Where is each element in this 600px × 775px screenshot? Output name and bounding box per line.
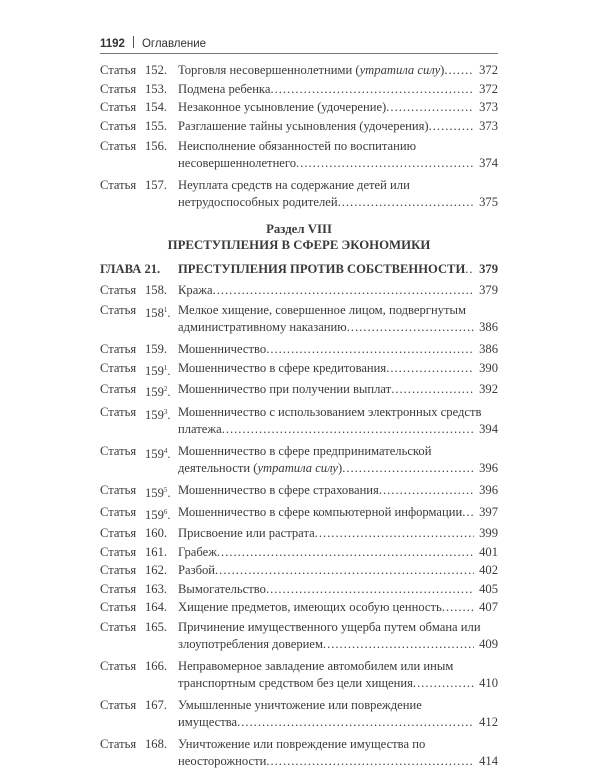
entry-label: Статья: [100, 360, 137, 375]
entry-label: Статья: [100, 526, 137, 540]
entry-title-text-main: административному наказанию: [178, 320, 347, 334]
entry-title-text: [178, 282, 213, 299]
article-number: [145, 697, 178, 731]
entry-title-text: [178, 421, 222, 438]
entry-title-text-main: Разглашение тайны усыновления (удочерения): [178, 118, 429, 133]
toc-entry[interactable]: [100, 736, 498, 770]
article-number-dot: .: [163, 563, 168, 577]
entry-label: Статья: [100, 118, 137, 133]
entry-page: 396: [479, 461, 498, 475]
article-number-value: 159: [145, 385, 164, 399]
entry-page: 372: [479, 81, 498, 96]
entry-title-text-main: Хищение предметов, имеющих особую ценность: [178, 600, 442, 614]
entry-title-text-main: Мошенничество в сфере кредитования: [178, 360, 387, 375]
entry-title-text: [178, 341, 266, 358]
entry-title-line: Уничтожение или повреждение имущества по: [178, 737, 426, 751]
dot-leader: [391, 381, 474, 398]
article-number: [145, 658, 178, 692]
article-number-superscript: 1: [163, 363, 168, 372]
entry-title-text-main: Вымогательство: [178, 581, 266, 596]
article-number-value: 159: [145, 507, 164, 522]
entry-title-italic: утратила силу: [257, 461, 338, 475]
entry-title: [178, 302, 498, 336]
entry-page: 375: [479, 194, 498, 209]
entry-title: [178, 482, 498, 502]
entry-title: [178, 504, 498, 524]
entry-title-text-main: нетрудоспособных родителей: [178, 194, 338, 209]
entry-page: 373: [479, 100, 498, 114]
article-number-value: 156.: [145, 138, 168, 153]
entry-page: 405: [479, 581, 498, 596]
entry-title-italic: утратила силу: [359, 63, 441, 77]
dot-leader: [462, 504, 474, 521]
toc-entry[interactable]: [100, 482, 498, 502]
entry-title-last-line: [178, 714, 498, 731]
dot-leader: [266, 753, 474, 770]
dot-leader: [315, 525, 474, 542]
entry-title-text: [178, 525, 315, 542]
entry-page: 414: [479, 754, 498, 768]
article-number: [145, 99, 178, 116]
toc-entry[interactable]: [100, 619, 498, 653]
entry-label: Статья: [100, 659, 137, 673]
toc-entry[interactable]: [100, 404, 498, 438]
entry-page: 374: [479, 155, 498, 170]
section-label: Раздел VIII: [266, 222, 332, 236]
article-number: [145, 341, 178, 358]
toc-chapter: [100, 261, 498, 280]
entry-label: Статья: [100, 405, 137, 419]
article-number: [145, 443, 178, 477]
toc-entry[interactable]: [100, 562, 498, 579]
entry-title-text-post: ): [338, 461, 343, 475]
article-number: [145, 525, 178, 542]
article-number: [145, 138, 178, 172]
entry-title-text-main: Грабеж: [178, 544, 217, 559]
entry-title-text: [178, 482, 379, 499]
article-number: [145, 736, 178, 770]
article-number-value: 158: [145, 306, 164, 320]
entry-title: [178, 282, 498, 299]
dot-leader: [266, 581, 474, 598]
article-number: [145, 381, 178, 401]
entry-title-text: [178, 599, 442, 616]
entry-title-text: [178, 753, 266, 770]
entry-title-text: [178, 99, 386, 116]
entry-title-text: [178, 675, 413, 692]
entry-title-text-main: транспортным средством без цели хищения: [178, 676, 413, 690]
entry-title-text: [178, 714, 237, 731]
entry-title-last-line: [178, 341, 498, 358]
article-number-value: 167: [145, 698, 164, 712]
entry-title: [178, 544, 498, 561]
article-number-value: 157.: [145, 177, 168, 192]
entry-label: Статья: [100, 483, 137, 497]
entry-title-text-main: Мошенничество в сфере компьютерной информации: [178, 504, 463, 519]
entry-title: [178, 581, 498, 598]
entry-title-text: [178, 544, 217, 561]
toc-list-top: [100, 62, 498, 216]
article-number-dot: .: [163, 737, 168, 751]
article-number-dot: .: [163, 342, 168, 356]
toc-entry[interactable]: [100, 138, 498, 172]
entry-title-text-main: Мошенничество при получении выплат: [178, 382, 392, 396]
entry-title: [178, 177, 498, 211]
toc-entry[interactable]: [100, 302, 498, 336]
article-number: [145, 282, 178, 299]
dot-leader: [237, 714, 474, 731]
entry-label: Статья: [100, 342, 137, 356]
entry-title-last-line: [178, 99, 498, 116]
entry-title-last-line: [178, 753, 498, 770]
entry-title-last-line: [178, 636, 498, 653]
entry-title-text: [178, 360, 386, 377]
entry-title-line: Мелкое хищение, совершенное лицом, подвергнутым: [178, 303, 466, 317]
entry-title-line: Неправомерное завладение автомобилем или иным: [178, 659, 454, 673]
entry-label: Статья: [100, 444, 137, 458]
entry-title: [178, 443, 498, 477]
entry-title-line: Мошенничество с использованием электронных средств: [178, 405, 482, 419]
entry-title-text: [178, 460, 342, 477]
article-number: [145, 118, 178, 135]
entry-title-text: [178, 62, 444, 79]
article-number-value: 159: [145, 486, 164, 500]
entry-title-text-main: платежа: [178, 422, 222, 436]
chapter-page: 379: [479, 262, 498, 276]
article-number: [145, 544, 178, 561]
article-number-value: 160: [145, 526, 164, 540]
entry-title: [178, 381, 498, 401]
dot-leader: [213, 282, 474, 299]
entry-label: Статья: [100, 100, 137, 114]
article-number: [145, 404, 178, 438]
entry-label: Статья: [100, 81, 137, 96]
article-number-value: 159: [145, 447, 164, 461]
entry-title-last-line: [178, 562, 498, 579]
article-number-value: 159: [145, 363, 164, 378]
article-number-dot: .: [163, 283, 168, 297]
toc-entry[interactable]: [100, 118, 498, 135]
article-number-value: 162: [145, 563, 164, 577]
toc-list-main: [100, 282, 498, 775]
article-number-value: 158: [145, 283, 164, 297]
chapter-label: ГЛАВА 21.: [100, 262, 161, 276]
entry-title-text: [178, 504, 462, 521]
article-number: [145, 562, 178, 579]
entry-label: Статья: [100, 600, 137, 614]
entry-title-last-line: [178, 381, 498, 398]
entry-label: Статья: [100, 303, 137, 317]
entry-title-last-line: [178, 194, 498, 211]
entry-title: [178, 599, 498, 616]
article-number: [145, 581, 178, 598]
entry-title-text-main: Мошенничество в сфере страхования: [178, 483, 379, 497]
section-heading: [100, 221, 498, 253]
toc-entry[interactable]: [100, 658, 498, 692]
toc-chapter-entry[interactable]: [100, 261, 498, 278]
article-number-dot: .: [163, 526, 168, 540]
entry-title-last-line: [178, 319, 498, 336]
entry-label: Статья: [100, 382, 137, 396]
article-number-dot: .: [167, 408, 171, 422]
article-number: [145, 177, 178, 211]
entry-title-last-line: [178, 62, 498, 79]
entry-title-text: [178, 319, 347, 336]
toc-entry[interactable]: [100, 525, 498, 542]
dot-leader: [465, 261, 474, 278]
entry-title: [178, 81, 498, 98]
entry-title-text-main: несовершеннолетнего: [178, 155, 297, 170]
header-rule: [100, 53, 498, 54]
entry-title-line: Причинение имущественного ущерба путем обмана или: [178, 620, 481, 634]
entry-title: [178, 619, 498, 653]
entry-title-last-line: [178, 581, 498, 598]
toc-entry[interactable]: [100, 443, 498, 477]
article-number-value: 165: [145, 620, 164, 634]
entry-page: 409: [479, 637, 498, 651]
article-number-superscript: 5: [163, 486, 168, 494]
entry-label: Статья: [100, 698, 137, 712]
toc-entry[interactable]: [100, 62, 498, 79]
article-number: [145, 62, 178, 79]
page-number: 1192: [100, 38, 125, 50]
article-number-dot: .: [163, 698, 168, 712]
article-number-dot: .: [163, 544, 168, 559]
entry-title-text-post: ): [440, 63, 445, 77]
dot-leader: [379, 482, 474, 499]
entry-title-last-line: [178, 544, 498, 561]
article-number: [145, 504, 178, 524]
entry-title-text: [178, 581, 266, 598]
toc-entry[interactable]: [100, 544, 498, 561]
article-number: [145, 81, 178, 98]
toc-entry[interactable]: [100, 99, 498, 116]
dot-leader: [323, 636, 474, 653]
entry-title-text: [178, 636, 323, 653]
entry-page: 373: [479, 118, 498, 133]
entry-page: 399: [479, 526, 498, 540]
entry-title: [178, 658, 498, 692]
entry-title-last-line: [178, 504, 498, 521]
entry-title-text: [178, 155, 296, 172]
article-number-dot: .: [163, 600, 168, 614]
header-title: Оглавление: [141, 38, 207, 50]
dot-leader: [444, 62, 474, 79]
entry-title-line: Неуплата средств на содержание детей или: [178, 177, 410, 192]
toc-entry[interactable]: [100, 504, 498, 524]
dot-leader: [347, 319, 474, 336]
dot-leader: [386, 99, 474, 116]
entry-title-text-main: Кража: [178, 283, 213, 297]
dot-leader: [386, 360, 474, 377]
article-number-dot: .: [163, 581, 168, 596]
entry-title: [178, 341, 498, 358]
entry-title-last-line: [178, 155, 498, 172]
chapter-title: ПРЕСТУПЛЕНИЯ ПРОТИВ СОБСТВЕННОСТИ: [178, 262, 466, 276]
article-number-value: 161: [145, 544, 164, 559]
entry-page: 392: [479, 382, 498, 396]
article-number-dot: .: [163, 620, 168, 634]
article-number-superscript: 3: [163, 408, 168, 416]
article-number-value: 159: [145, 342, 164, 356]
entry-title-text-main: деятельности (: [178, 461, 258, 475]
toc-entry[interactable]: [100, 282, 498, 299]
entry-title: [178, 138, 498, 172]
toc-entry[interactable]: [100, 581, 498, 598]
entry-title-last-line: [178, 460, 498, 477]
entry-title: [178, 62, 498, 79]
article-number-superscript: 1: [163, 306, 168, 314]
article-number-superscript: 4: [163, 447, 168, 455]
dot-leader: [338, 194, 474, 211]
entry-title-text-main: Разбой: [178, 563, 216, 577]
article-number-value: 163: [145, 581, 164, 596]
entry-page: 396: [479, 483, 498, 497]
entry-title-last-line: [178, 421, 498, 438]
entry-page: 401: [479, 544, 498, 559]
dot-leader: [342, 460, 474, 477]
article-number-value: 153.: [145, 81, 168, 96]
entry-page: 372: [479, 63, 498, 77]
entry-title-last-line: [178, 360, 498, 377]
article-number-value: 155.: [145, 118, 168, 133]
entry-title-text-main: имущества: [178, 715, 238, 729]
dot-leader: [296, 155, 474, 172]
entry-label: Статья: [100, 563, 137, 577]
article-number-dot: .: [167, 385, 171, 399]
entry-title-text: [178, 381, 391, 398]
entry-page: 410: [479, 676, 498, 690]
dot-leader: [270, 81, 474, 98]
entry-title-text-main: неосторожности: [178, 754, 267, 768]
entry-title-last-line: [178, 81, 498, 98]
article-number-value: 164: [145, 600, 164, 614]
entry-page: 397: [479, 504, 498, 519]
article-number-value: 159: [145, 408, 164, 422]
article-number: [145, 482, 178, 502]
toc-entry[interactable]: [100, 697, 498, 731]
article-number-value: 166: [145, 659, 164, 673]
header-divider: [133, 36, 134, 48]
entry-title: [178, 118, 498, 135]
entry-title-last-line: [178, 525, 498, 542]
toc-entry[interactable]: [100, 599, 498, 616]
entry-label: Статья: [100, 620, 137, 634]
dot-leader: [266, 341, 474, 358]
entry-page: 412: [479, 715, 498, 729]
entry-title-last-line: [178, 599, 498, 616]
entry-title: [178, 404, 498, 438]
entry-label: Статья: [100, 581, 137, 596]
entry-title-text-main: Подмена ребенка: [178, 81, 271, 96]
entry-page: 386: [479, 320, 498, 334]
article-number-dot: .: [167, 447, 171, 461]
entry-title: [178, 697, 498, 731]
entry-title-last-line: [178, 118, 498, 135]
entry-title: [178, 562, 498, 579]
article-number: [145, 599, 178, 616]
running-header: [100, 36, 498, 52]
entry-title-text: [178, 562, 215, 579]
toc-entry[interactable]: [100, 81, 498, 98]
article-number-dot: .: [167, 507, 171, 522]
entry-title: [178, 736, 498, 770]
dot-leader: [215, 562, 474, 579]
article-number-dot: .: [163, 659, 168, 673]
entry-label: Статья: [100, 737, 137, 751]
entry-page: 402: [479, 563, 498, 577]
dot-leader: [217, 544, 474, 561]
entry-title-last-line: [178, 482, 498, 499]
dot-leader: [429, 118, 474, 135]
entry-page: 379: [479, 283, 498, 297]
article-number-superscript: 2: [163, 385, 168, 393]
entry-title-last-line: [178, 675, 498, 692]
entry-title-text: [178, 81, 270, 98]
entry-label: Статья: [100, 63, 137, 77]
article-number-dot: .: [167, 306, 171, 320]
entry-label: Статья: [100, 544, 137, 559]
entry-title: [178, 525, 498, 542]
entry-page: 407: [479, 600, 498, 614]
entry-title-text-main: Присвоение или растрата: [178, 526, 315, 540]
entry-label: Статья: [100, 177, 137, 192]
entry-page: 390: [479, 360, 498, 375]
article-number: [145, 360, 178, 380]
entry-label: Статья: [100, 504, 137, 519]
entry-page: 394: [479, 422, 498, 436]
entry-title-line: Мошенничество в сфере предпринимательской: [178, 444, 432, 458]
article-number-value: 168: [145, 737, 164, 751]
dot-leader: [222, 421, 474, 438]
entry-label: Статья: [100, 283, 137, 297]
entry-title: [178, 99, 498, 116]
article-number-value: 154.: [145, 100, 168, 114]
article-number-dot: .: [167, 486, 171, 500]
article-number: [145, 302, 178, 336]
toc-entry[interactable]: [100, 360, 498, 380]
entry-title-text-main: Мошенничество: [178, 342, 267, 356]
entry-title-line: Умышленные уничтожение или повреждение: [178, 698, 422, 712]
article-number-dot: .: [167, 363, 171, 378]
entry-title: [178, 360, 498, 380]
toc-entry[interactable]: [100, 341, 498, 358]
entry-title-text-main: злоупотребления доверием: [178, 637, 323, 651]
article-number: [145, 619, 178, 653]
dot-leader: [442, 599, 474, 616]
entry-title-line: Неисполнение обязанностей по воспитанию: [178, 138, 416, 153]
entry-title-text: [178, 118, 429, 135]
dot-leader: [413, 675, 474, 692]
entry-title-text-main: Торговля несовершеннолетними (: [178, 63, 360, 77]
entry-title-text-main: Незаконное усыновление (удочерение): [178, 100, 387, 114]
toc-entry[interactable]: [100, 381, 498, 401]
entry-title-text: [178, 194, 338, 211]
toc-entry[interactable]: [100, 177, 498, 211]
article-number-value: 152.: [145, 63, 168, 77]
entry-title-last-line: [178, 282, 498, 299]
entry-label: Статья: [100, 138, 137, 153]
entry-page: 386: [479, 342, 498, 356]
article-number-superscript: 6: [163, 507, 168, 516]
section-title: ПРЕСТУПЛЕНИЯ В СФЕРЕ ЭКОНОМИКИ: [167, 238, 431, 252]
